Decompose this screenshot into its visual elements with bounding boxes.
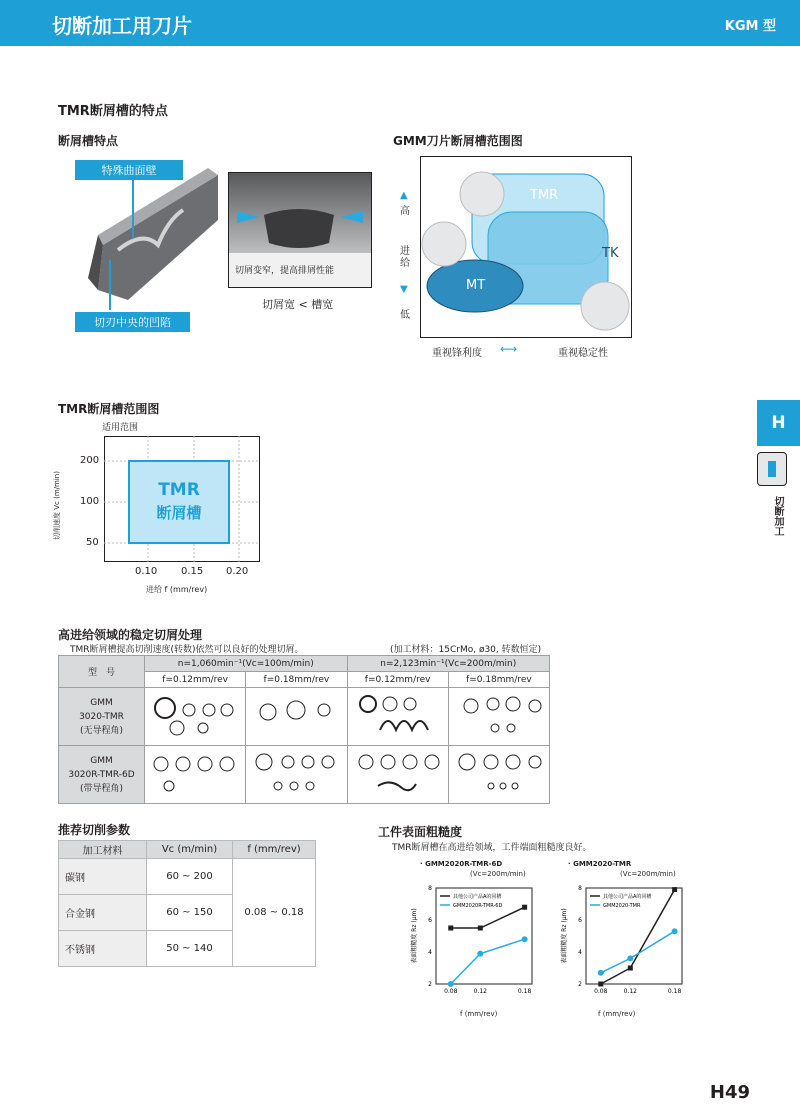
params-vc-1: 60 ~ 150 [147,895,233,931]
params-table-wrap [58,840,316,967]
chip-photo-cell [145,746,246,804]
chip-section-note: TMR断屑槽提高切削速度(转数)依然可以良好的处理切屑。 [70,645,304,655]
chip-photo-image [229,173,371,253]
x-axis-right-label: 重视稳定性 [558,348,608,359]
roughness-chart-1 [400,878,540,1008]
chip-material-note: (加工材料：15CrMo, ø30, 转数恒定) [390,645,542,655]
tmr-range-title: TMR断屑槽范围图 [58,402,160,416]
page-number: H49 [709,1082,750,1103]
subsection-title-features: 断屑槽特点 [58,134,119,148]
tmr-xlabel: 进给 f (mm/rev) [146,585,208,594]
legend-label: GMM2020R-TMR-6D [453,903,503,909]
range-map-diagram [420,156,632,338]
roughness-note: TMR断屑槽在高进给领域，工件端面粗糙度良好。 [392,843,592,853]
params-vc-2: 50 ~ 140 [147,931,233,967]
row1-line3: (无导程角) [79,725,124,736]
y-tick-label: 8 [428,885,432,892]
chip-table-wrap [58,655,550,804]
speed-header-2: n=2,123min⁻¹(Vc=200m/min) [347,656,550,672]
chip-table [58,655,550,804]
row2-line3: (带导程角) [79,783,124,794]
params-header-vc: Vc (m/min) [147,841,233,859]
row1-model [59,688,145,746]
chip-image [451,690,547,740]
params-title: 推荐切削参数 [58,823,131,837]
chart1-xlabel: f (mm/rev) [460,1010,498,1018]
y-tick-label: 4 [578,949,582,956]
row2-model [59,746,145,804]
row2-line2: 3020R-TMR-6D [68,769,135,780]
y-axis-label: 表面粗糙度 Rz (μm) [411,908,418,964]
range-label-tmr: TMR [530,188,559,203]
y-tick-label: 8 [578,885,582,892]
data-point [672,887,677,892]
tmr-box-line2: 断屑槽 [156,504,202,522]
speed-header-1: n=1,060min⁻¹(Vc=100m/min) [145,656,348,672]
y-axis-low: 低 [400,310,410,321]
chart1-title: · GMM2020R-TMR-6D [420,860,503,868]
callout-curved-wall: 特殊曲面壁 [75,160,183,180]
width-note: 切屑宽 < 槽宽 [262,298,334,311]
section-title-features: TMR断屑槽的特点 [58,104,168,119]
xtick-010: 0.10 [135,566,158,577]
params-header-f: f (mm/rev) [233,841,316,859]
data-point [627,955,633,961]
tmr-ylabel: 切削速度 Vc (m/min) [53,471,61,540]
row2-line1: GMM [90,755,113,766]
x-axis-left-label: 重视锋利度 [432,348,482,359]
chip-photo-cell [246,688,347,746]
params-material-1: 合金钢 [59,895,147,931]
y-tick-label: 6 [428,917,432,924]
feed-header-3: f=0.12mm/rev [347,672,448,688]
scope-label: 适用范围 [102,423,139,433]
roughness-chart-2 [550,878,690,1008]
row1-line2: 3020-TMR [79,711,124,722]
chart1-subtitle: (Vc=200m/min) [470,870,526,878]
y-tick-label: 4 [428,949,432,956]
range-label-mt: MT [466,278,486,293]
range-map-title: GMM刀片断屑槽范围图 [393,134,523,148]
callout-center-recess: 切刃中央的凹陷 [75,312,190,332]
data-point [672,928,678,934]
y-axis-mid: 进给 [400,246,410,269]
chip-photo-cell [145,688,246,746]
x-tick-label: 0.12 [623,988,637,995]
xtick-015: 0.15 [181,566,204,577]
page-header [0,0,800,46]
params-material-2: 不锈钢 [59,931,147,967]
chip-image [248,690,344,740]
chip-image [350,690,446,740]
xtick-020: 0.20 [226,566,249,577]
y-tick-label: 2 [428,981,432,988]
feed-header-4: f=0.18mm/rev [448,672,549,688]
chip-image [147,690,243,740]
model-label: KGM 型 [724,19,776,34]
data-point [477,951,483,957]
params-header-material: 加工材料 [59,841,147,859]
chip-image [147,748,243,798]
cutoff-tool-icon [757,452,787,486]
data-point [478,926,483,931]
row1-line1: GMM [90,697,113,708]
data-point [448,926,453,931]
y-tick-label: 6 [578,917,582,924]
params-vc-0: 60 ~ 200 [147,859,233,895]
double-arrow-icon: ⟷ [500,342,518,356]
chip-photo-cell [448,688,549,746]
data-point [448,981,454,987]
chip-image [451,748,547,798]
tmr-box-line1: TMR [158,480,200,500]
range-label-tk: TK [602,246,619,261]
chart2-title: · GMM2020-TMR [568,860,632,868]
chip-section-title: 高进给领域的稳定切屑处理 [58,628,203,642]
y-axis-high: 高 [400,206,410,217]
x-tick-label: 0.12 [473,988,487,995]
axis-arrow-up-icon: ▲ [400,190,408,201]
side-category-text: 切断加工 [772,496,783,536]
chip-image [350,748,446,798]
legend-label: GMM2020-TMR [603,903,641,909]
legend-label: 其他公司产品A的同槽 [453,894,502,900]
roughness-title: 工件表面粗糙度 [378,825,463,839]
x-tick-label: 0.08 [444,988,458,995]
params-f-value: 0.08 ~ 0.18 [233,859,316,967]
chart2-subtitle: (Vc=200m/min) [620,870,676,878]
ytick-200: 200 [80,455,100,466]
feed-header-2: f=0.18mm/rev [246,672,347,688]
chart2-xlabel: f (mm/rev) [598,1010,636,1018]
params-table [58,840,316,967]
data-point [522,936,528,942]
data-point [628,966,633,971]
data-point [598,982,603,987]
x-tick-label: 0.18 [667,988,682,995]
page-title: 切断加工用刀片 [52,14,192,38]
y-axis-label: 表面粗糙度 Rz (μm) [561,908,568,964]
chip-photo-cell [246,746,347,804]
axis-arrow-down-icon: ▼ [400,284,408,295]
chip-photo-cell [347,746,448,804]
feed-header-1: f=0.12mm/rev [145,672,246,688]
section-tab-h[interactable]: H [757,400,800,446]
chip-photo [228,172,372,288]
data-point [598,970,604,976]
data-point [522,905,527,910]
model-header: 型 号 [59,656,145,688]
photo-caption: 切屑变窄，提高排屑性能 [235,266,335,276]
x-tick-label: 0.08 [594,988,608,995]
x-tick-label: 0.18 [517,988,532,995]
y-tick-label: 2 [578,981,582,988]
chip-image [248,748,344,798]
ytick-100: 100 [80,496,100,507]
chip-photo-cell [347,688,448,746]
legend-label: 其他公司产品A的同槽 [603,894,652,900]
ytick-50: 50 [86,537,99,548]
params-material-0: 碳钢 [59,859,147,895]
chip-photo-cell [448,746,549,804]
